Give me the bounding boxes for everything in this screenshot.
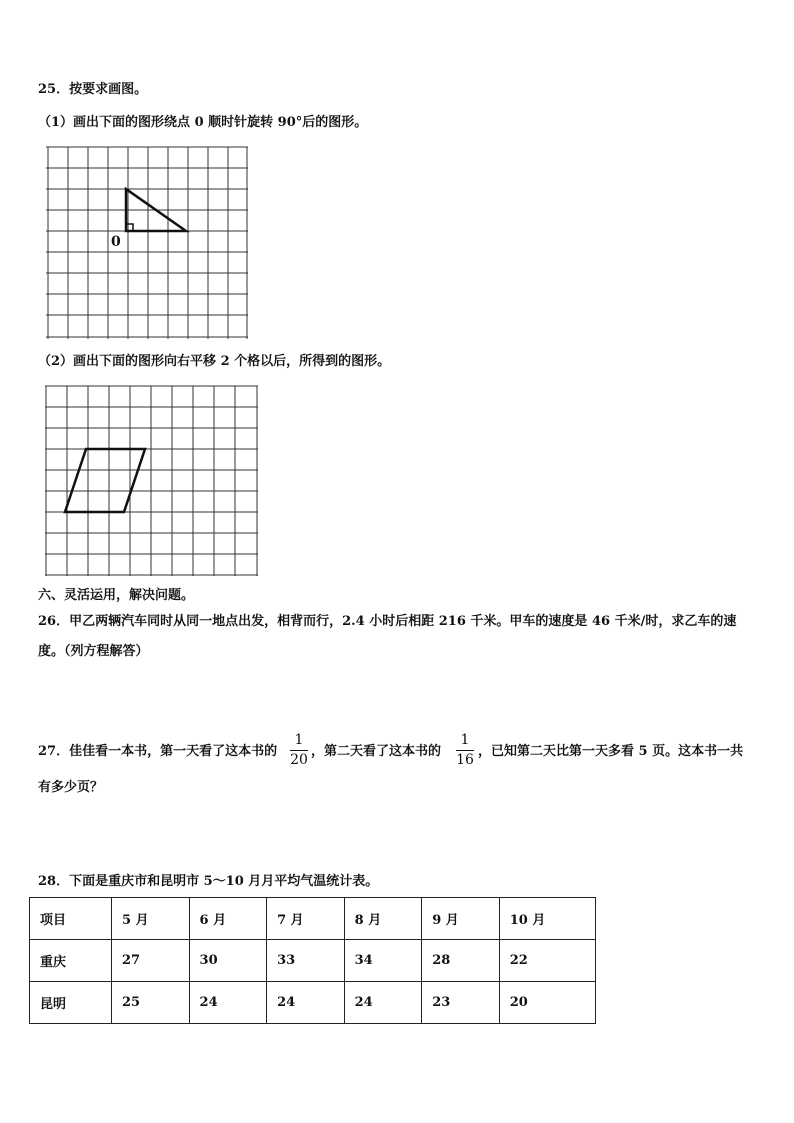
- table-cell: 24: [189, 982, 267, 1024]
- table-cell: 33: [267, 940, 345, 982]
- table-cell: 24: [267, 982, 345, 1024]
- table-cell: 23: [422, 982, 500, 1024]
- q27-text-a: 27．佳佳看一本书，第一天看了这本书的: [38, 744, 278, 759]
- table-cell: 22: [499, 940, 595, 982]
- table-cell: 项目: [30, 898, 112, 940]
- temperature-table: [29, 897, 596, 1024]
- fraction-2-bar: [456, 750, 474, 751]
- table-cell: 20: [499, 982, 595, 1024]
- fraction-1-16: [454, 732, 476, 769]
- q26-line1: 26．甲乙两辆汽车同时从同一地点出发，相背而行，2.4 小时后相距 216 千米。甲车的速度是 46 千米/时，求乙车的速: [38, 614, 737, 629]
- rotation-grid: [44, 145, 249, 341]
- q28-heading: 28．下面是重庆市和昆明市 5～10 月月平均气温统计表。: [38, 874, 379, 889]
- fraction-2-numerator: 1: [460, 732, 470, 748]
- q25-part1-text: （1）画出下面的图形绕点 0 顺时针旋转 90°后的图形。: [38, 115, 368, 130]
- q26-line2: 度。（列方程解答）: [38, 644, 149, 659]
- table-cell: 6 月: [189, 898, 267, 940]
- fraction-2-denominator: 16: [456, 752, 474, 768]
- table-cell: 8 月: [344, 898, 422, 940]
- table-cell: 30: [189, 940, 267, 982]
- table-cell: 昆明: [30, 982, 112, 1024]
- fraction-1-bar: [290, 750, 308, 751]
- table-row: [30, 982, 596, 1024]
- section6-heading: 六、灵活运用，解决问题。: [38, 588, 195, 603]
- q27-text-c: ，已知第二天比第一天多看 5 页。这本书一共: [478, 744, 744, 759]
- table-cell: 28: [422, 940, 500, 982]
- table-cell: 25: [112, 982, 190, 1024]
- table-row: [30, 940, 596, 982]
- table-cell: 27: [112, 940, 190, 982]
- table-cell: 24: [344, 982, 422, 1024]
- table-cell: 9 月: [422, 898, 500, 940]
- q25-part2-text: （2）画出下面的图形向右平移 2 个格以后，所得到的图形。: [38, 354, 391, 369]
- fraction-1-numerator: 1: [294, 732, 304, 748]
- table-cell: 重庆: [30, 940, 112, 982]
- q25-heading: 25．按要求画图。: [38, 82, 148, 97]
- table-cell: 34: [344, 940, 422, 982]
- parallelogram-shape: [65, 449, 145, 512]
- table-cell: 5 月: [112, 898, 190, 940]
- q27-line2: 有多少页？: [38, 780, 104, 795]
- translation-grid: [42, 384, 260, 578]
- table-cell: 7 月: [267, 898, 345, 940]
- table-header-row: [30, 898, 596, 940]
- table-cell: 10 月: [499, 898, 595, 940]
- fraction-1-denominator: 20: [290, 752, 308, 768]
- origin-label: 0: [111, 234, 121, 250]
- q27-text-b: ，第二天看了这本书的: [311, 744, 442, 759]
- fraction-1-20: [288, 732, 310, 769]
